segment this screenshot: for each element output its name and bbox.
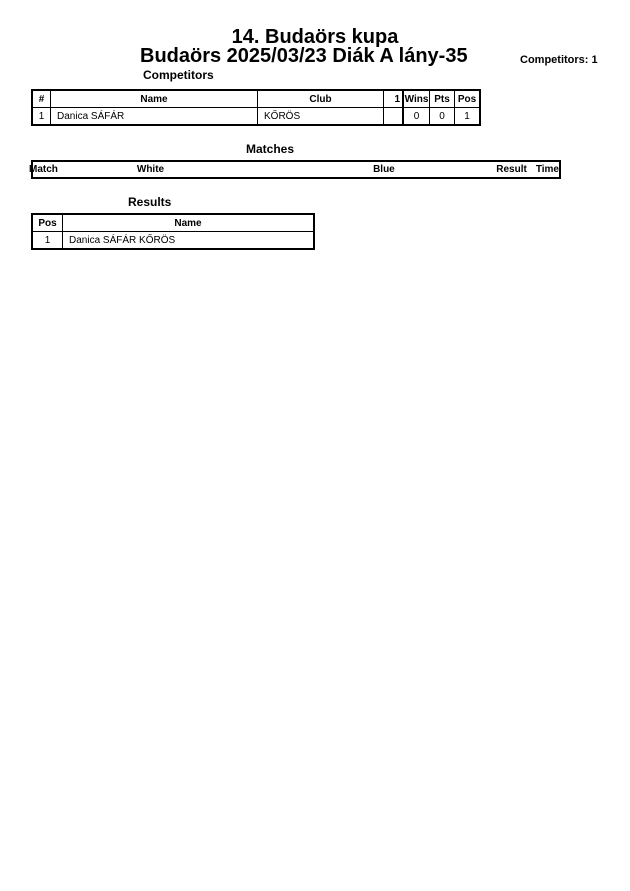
competitor-pts: 0 (430, 108, 455, 126)
results-header-row (32, 214, 314, 232)
col-num: # (32, 90, 51, 108)
col-round-1: 1 (384, 90, 404, 108)
competitors-table (31, 89, 481, 126)
col-match: Match (29, 164, 58, 175)
result-name: Danica SÁFÁR KŐRÖS (63, 232, 315, 250)
competitor-wins: 0 (403, 108, 430, 126)
col-white: White (136, 164, 165, 175)
table-row (32, 108, 480, 126)
event-title: 14. Budaörs kupa (231, 26, 399, 48)
results-section-label: Results (128, 195, 172, 209)
col-club: Club (258, 90, 384, 108)
col-name: Name (51, 90, 258, 108)
result-pos: 1 (32, 232, 63, 250)
col-blue: Blue (373, 164, 395, 175)
results-table (31, 213, 315, 250)
category-title: Budaörs 2025/03/23 Diák A lány-35 (140, 45, 468, 67)
competitors-section-label: Competitors (143, 68, 214, 82)
matches-section-label: Matches (246, 142, 295, 156)
competitor-club: KŐRÖS (258, 108, 384, 126)
competitor-name: Danica SÁFÁR (51, 108, 258, 126)
col-pos: Pos (455, 90, 481, 108)
matches-header-row (32, 161, 560, 178)
competitor-pos: 1 (455, 108, 481, 126)
competitors-count: Competitors: 1 (520, 54, 598, 66)
col-result: Result (496, 164, 527, 175)
competitor-round-1 (384, 108, 404, 126)
table-row (32, 232, 314, 250)
col-name: Name (63, 214, 315, 232)
col-pts: Pts (430, 90, 455, 108)
competitors-header-row (32, 90, 480, 108)
col-time: Time (535, 164, 559, 175)
col-wins: Wins (403, 90, 430, 108)
competitor-num: 1 (32, 108, 51, 126)
col-pos: Pos (32, 214, 63, 232)
matches-table (31, 160, 561, 179)
